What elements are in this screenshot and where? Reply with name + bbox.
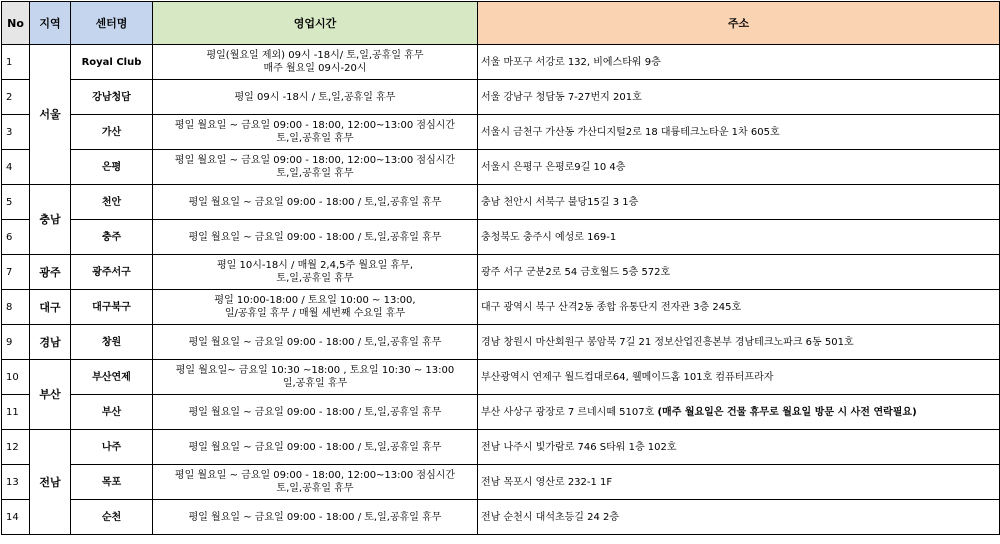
row-no: 4	[2, 150, 30, 185]
region-cell: 경남	[30, 325, 71, 360]
center-name: 순천	[71, 500, 153, 535]
hours-line-1: 평일 월요일 ~ 금요일 09:00 - 18:00 / 토,일,공휴일 휴무	[188, 511, 442, 523]
hours-line-1: 평일 월요일 ~ 금요일 09:00 - 18:00 / 토,일,공휴일 휴무	[188, 406, 442, 418]
region-cell: 광주	[30, 255, 71, 290]
center-name: Royal Club	[71, 45, 153, 80]
header-address: 주소	[478, 2, 1000, 45]
table-row	[2, 360, 1000, 395]
address-cell: 서울 마포구 서강로 132, 비에스타워 9층	[478, 45, 1000, 80]
table-row	[2, 45, 1000, 80]
hours-line-1: 평일 10시-18시 / 매월 2,4,5주 월요일 휴무,	[216, 260, 414, 271]
row-no: 13	[2, 465, 30, 500]
hours-cell	[153, 150, 478, 185]
header-row	[2, 2, 1000, 45]
center-name: 광주서구	[71, 255, 153, 290]
row-no: 2	[2, 80, 30, 115]
hours-cell	[153, 500, 478, 535]
hours-line-2: 토,일,공휴일 휴무	[276, 273, 354, 284]
hours-line-1: 평일 월요일 ~ 금요일 09:00 - 18:00 / 토,일,공휴일 휴무	[188, 336, 442, 348]
center-name: 창원	[71, 325, 153, 360]
address-cell: 대구 광역시 북구 산격2동 종합 유통단지 전자관 3층 245호	[478, 290, 1000, 325]
row-no: 12	[2, 430, 30, 465]
hours-line-1: 평일 월요일 ~ 금요일 09:00 - 18:00, 12:00~13:00 점심시간	[174, 120, 456, 131]
row-no: 11	[2, 395, 30, 430]
hours-line-1: 평일 월요일 ~ 금요일 09:00 - 18:00, 12:00~13:00 점심시간	[174, 470, 456, 481]
table-row	[2, 115, 1000, 150]
table-row	[2, 150, 1000, 185]
header-no: No	[2, 2, 30, 45]
address-cell: 서울시 은평구 은평로9길 10 4층	[478, 150, 1000, 185]
hours-cell	[153, 290, 478, 325]
region-cell: 부산	[30, 360, 71, 430]
row-no: 7	[2, 255, 30, 290]
center-name: 나주	[71, 430, 153, 465]
address-cell: 충남 천안시 서북구 불당15길 3 1층	[478, 185, 1000, 220]
address-cell: 서울 강남구 청담동 7-27번지 201호	[478, 80, 1000, 115]
center-name: 강남청담	[71, 80, 153, 115]
hours-cell	[153, 115, 478, 150]
center-name: 천안	[71, 185, 153, 220]
address-note: (매주 월요일은 건물 휴무로 월요일 방문 시 사전 연락필요)	[657, 406, 917, 418]
hours-line-1: 평일 월요일 ~ 금요일 09:00 - 18:00, 12:00~13:00 점심시간	[174, 155, 456, 166]
row-no: 3	[2, 115, 30, 150]
region-cell: 충남	[30, 185, 71, 255]
row-no: 5	[2, 185, 30, 220]
table-row	[2, 80, 1000, 115]
address-text: 부산 사상구 광장로 7 르네시떼 5107호	[481, 406, 655, 418]
address-cell: 전남 순천시 대석초등길 24 2층	[478, 500, 1000, 535]
center-name: 목포	[71, 465, 153, 500]
hours-line-1: 평일 월요일 ~ 금요일 09:00 - 18:00 / 토,일,공휴일 휴무	[188, 196, 442, 208]
address-cell: 전남 나주시 빛가람로 746 S타워 1층 102호	[478, 430, 1000, 465]
row-no: 10	[2, 360, 30, 395]
service-center-table	[1, 1, 1000, 535]
hours-cell	[153, 185, 478, 220]
center-name: 대구북구	[71, 290, 153, 325]
center-name: 충주	[71, 220, 153, 255]
hours-cell	[153, 395, 478, 430]
table-row	[2, 395, 1000, 430]
hours-cell	[153, 325, 478, 360]
hours-line-2: 매주 월요일 09시-20시	[263, 63, 367, 74]
region-cell: 전남	[30, 430, 71, 535]
table-row	[2, 430, 1000, 465]
region-cell: 서울	[30, 45, 71, 185]
header-hours: 영업시간	[153, 2, 478, 45]
header-region: 지역	[30, 2, 71, 45]
table-row	[2, 220, 1000, 255]
address-cell: 서울시 금천구 가산동 가산디지털2로 18 대륭테크노타운 1차 605호	[478, 115, 1000, 150]
row-no: 14	[2, 500, 30, 535]
header-center: 센터명	[71, 2, 153, 45]
hours-cell	[153, 255, 478, 290]
hours-cell	[153, 80, 478, 115]
hours-line-2: 일,공휴일 휴무	[282, 378, 348, 389]
hours-line-1: 평일 월요일 ~ 금요일 09:00 - 18:00 / 토,일,공휴일 휴무	[188, 441, 442, 453]
row-no: 9	[2, 325, 30, 360]
hours-cell	[153, 465, 478, 500]
address-cell: 전남 목포시 영산로 232-1 1F	[478, 465, 1000, 500]
center-name: 부산	[71, 395, 153, 430]
table-row	[2, 255, 1000, 290]
hours-line-2: 일/공휴일 휴무 / 매월 세번째 수요일 휴무	[224, 308, 406, 319]
hours-cell	[153, 220, 478, 255]
table-row	[2, 185, 1000, 220]
hours-line-2: 토,일,공휴일 휴무	[276, 483, 354, 494]
hours-cell	[153, 360, 478, 395]
region-cell: 대구	[30, 290, 71, 325]
center-name: 은평	[71, 150, 153, 185]
table-row	[2, 500, 1000, 535]
hours-line-2: 토,일,공휴일 휴무	[276, 133, 354, 144]
table-row	[2, 290, 1000, 325]
center-name: 가산	[71, 115, 153, 150]
hours-cell	[153, 45, 478, 80]
row-no: 8	[2, 290, 30, 325]
address-cell	[478, 395, 1000, 430]
hours-line-1: 평일 10:00-18:00 / 토요일 10:00 ~ 13:00,	[214, 295, 416, 306]
hours-line-1: 평일(월요일 제외) 09시 -18시/ 토,일,공휴일 휴무	[206, 50, 424, 61]
hours-line-1: 평일 09시 -18시 / 토,일,공휴일 휴무	[234, 91, 396, 103]
table-row	[2, 325, 1000, 360]
address-cell: 부산광역시 연제구 월드컵대로64, 웰메이드홈 101호 컴퓨터프라자	[478, 360, 1000, 395]
row-no: 6	[2, 220, 30, 255]
hours-line-2: 토,일,공휴일 휴무	[276, 168, 354, 179]
hours-line-1: 평일 월요일 ~ 금요일 09:00 - 18:00 / 토,일,공휴일 휴무	[188, 231, 442, 243]
address-cell: 광주 서구 군분2로 54 금호월드 5층 572호	[478, 255, 1000, 290]
hours-cell	[153, 430, 478, 465]
row-no: 1	[2, 45, 30, 80]
address-cell: 충청북도 충주시 예성로 169-1	[478, 220, 1000, 255]
hours-line-1: 평일 월요일~ 금요일 10:30 ~18:00 , 토요일 10:30 ~ 13:00	[175, 365, 455, 376]
center-name: 부산연제	[71, 360, 153, 395]
table-row	[2, 465, 1000, 500]
address-cell: 경남 창원시 마산회원구 봉암북 7길 21 정보산업진흥본부 경남테크노파크 6동 501호	[478, 325, 1000, 360]
